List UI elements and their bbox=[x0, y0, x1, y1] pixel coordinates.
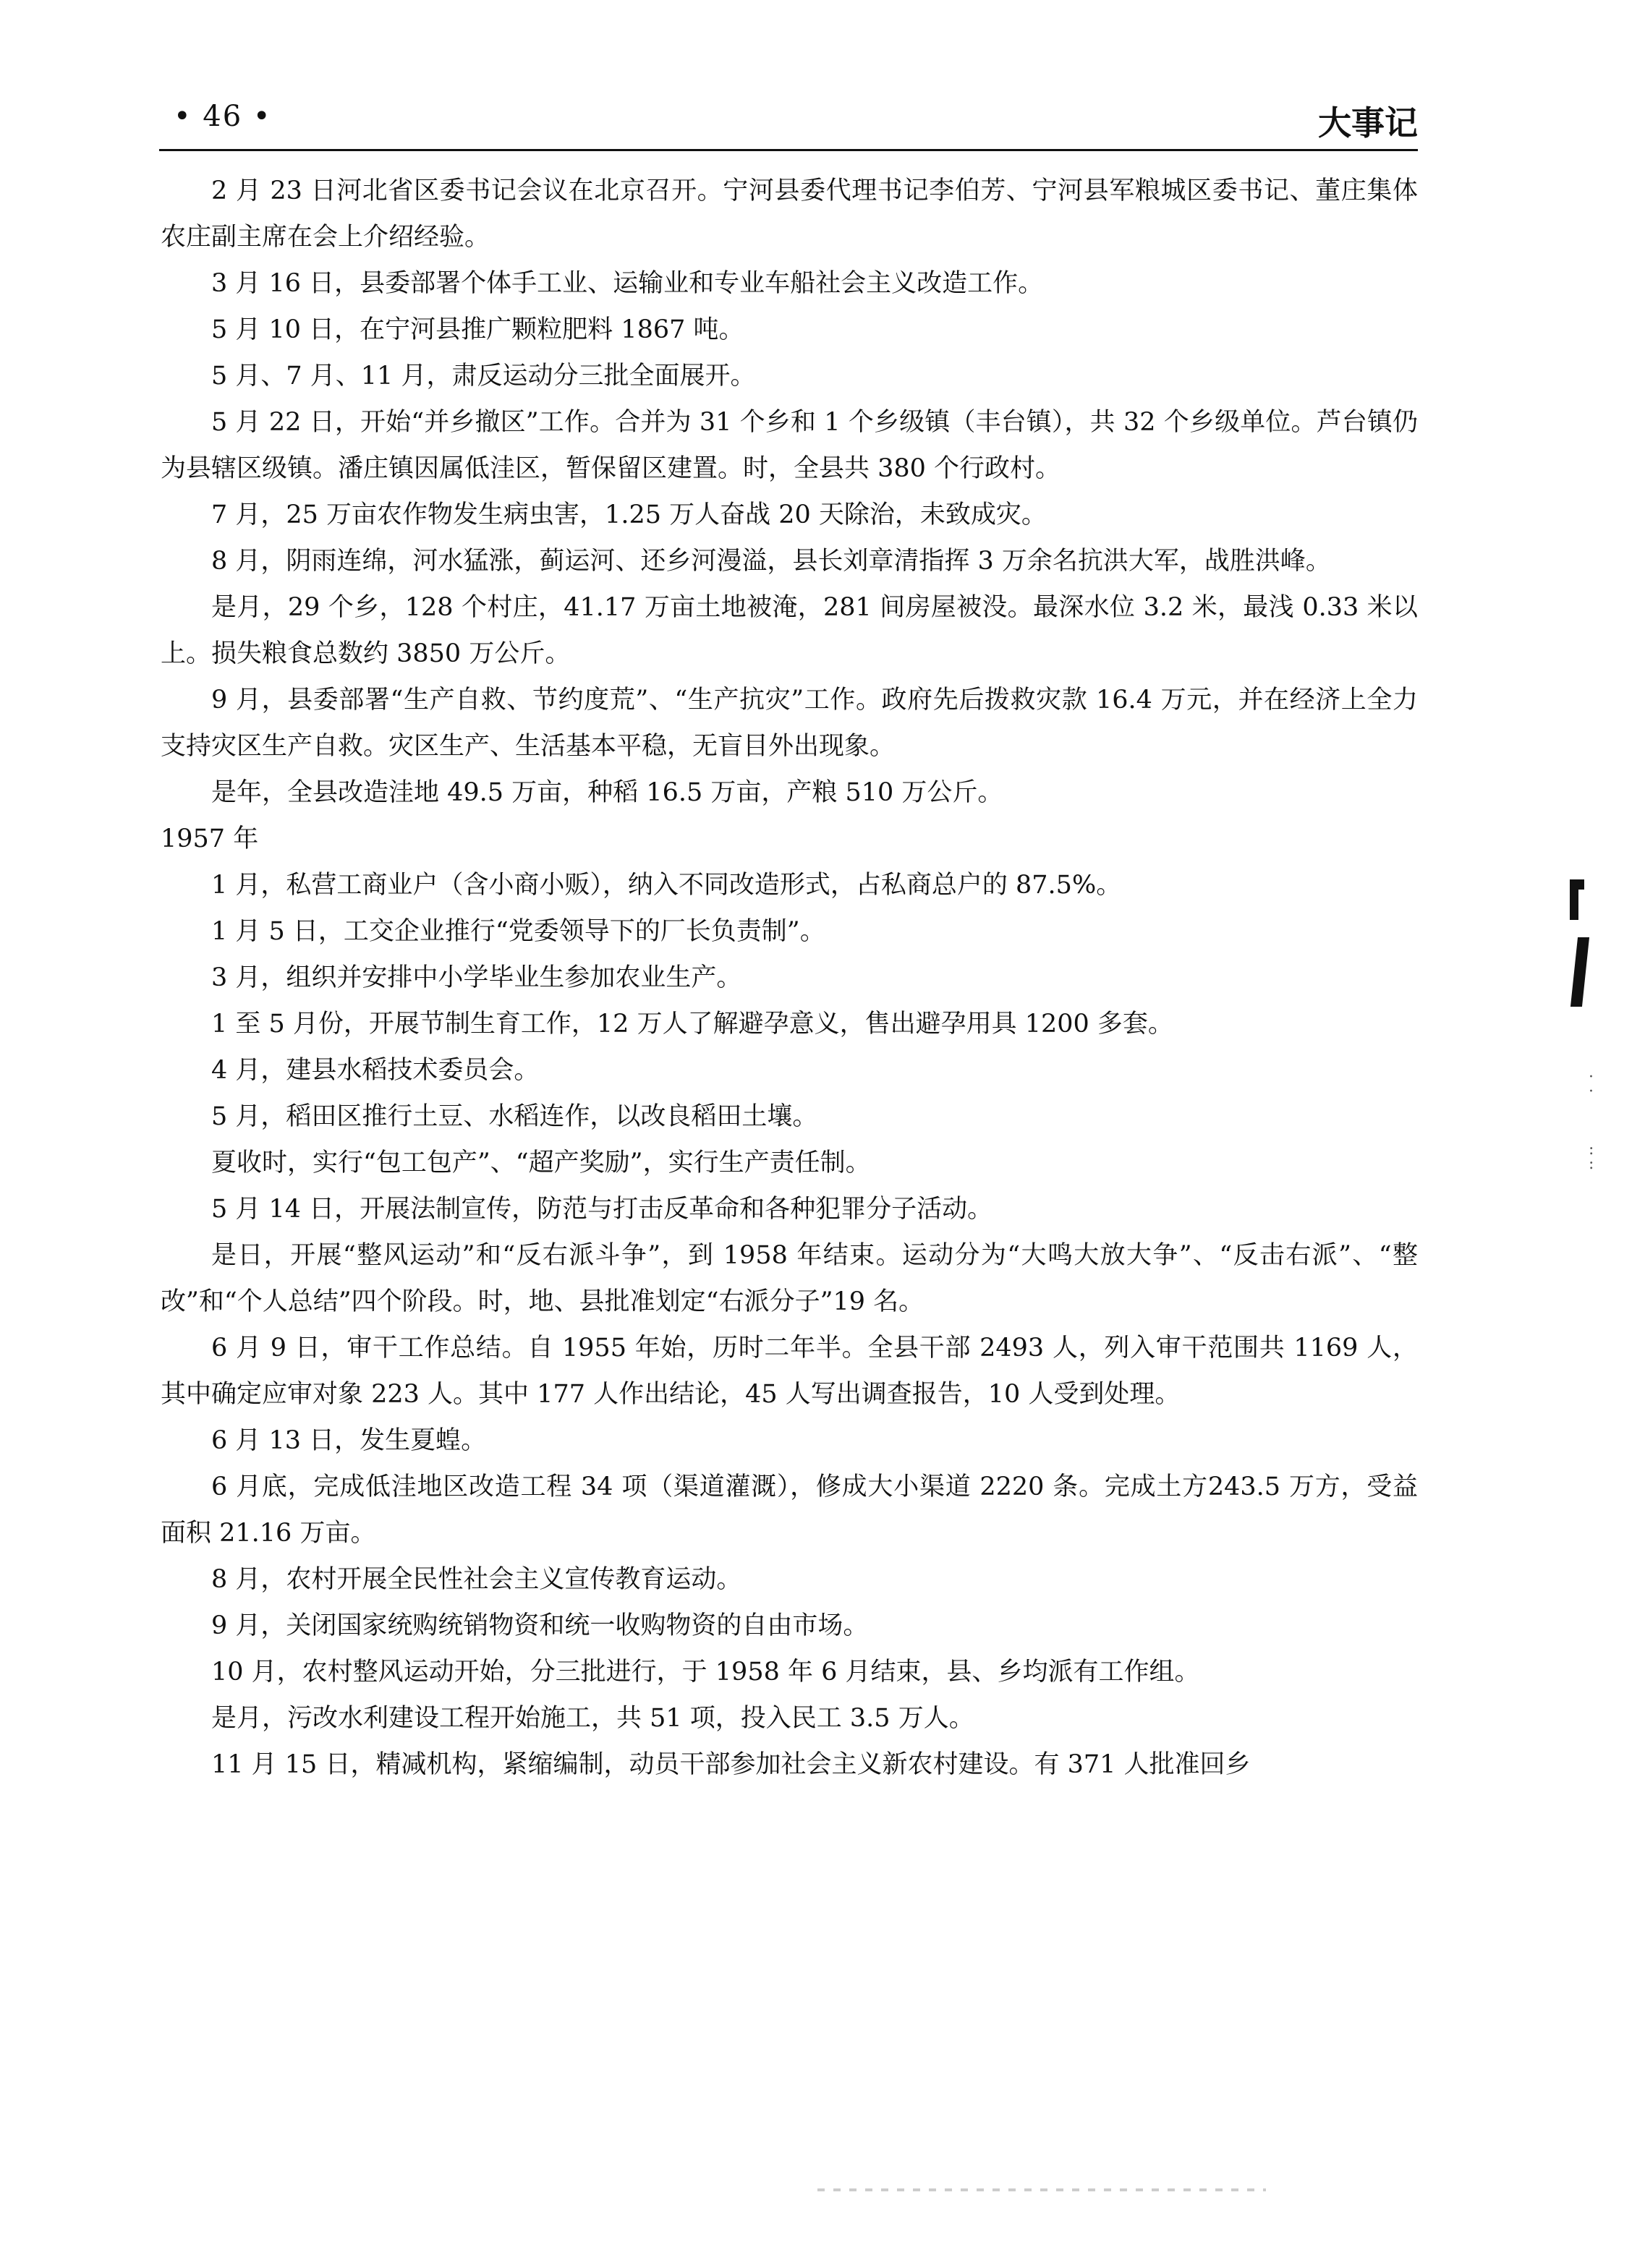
scan-mark bbox=[1570, 937, 1589, 1007]
chronicle-entry: 是年，全县改造洼地 49.5 万亩，种稻 16.5 万亩，产粮 510 万公斤。 bbox=[211, 778, 1003, 807]
scan-dots: : : bbox=[1589, 1141, 1594, 1173]
chronicle-entry: 9 月，县委部署“生产自救、节约度荒”、“生产抗灾”工作。政府先后拨救灾款 16.4 万元，并在经济上全力支持灾区生产自救。灾区生产、生活基本平稳，无盲目外出现象。 bbox=[161, 686, 1418, 761]
section-title: 大事记 bbox=[1318, 103, 1418, 142]
header-rule bbox=[159, 149, 1418, 151]
chronicle-entry: 5 月，稻田区推行土豆、水稻连作，以改良稻田土壤。 bbox=[211, 1102, 818, 1131]
chronicle-entry: 3 月 16 日，县委部署个体手工业、运输业和专业车船社会主义改造工作。 bbox=[211, 269, 1044, 298]
chronicle-entry: 3 月，组织并安排中小学毕业生参加农业生产。 bbox=[211, 963, 742, 992]
chronicle-entry: 1 月，私营工商业户（含小商小贩），纳入不同改造形式，占私商总户的 87.5%。 bbox=[211, 871, 1122, 900]
chronicle-entry: 是月，29 个乡，128 个村庄，41.17 万亩土地被淹，281 间房屋被没。最深水位 3.2 米，最浅 0.33 米以上。损失粮食总数约 3850 万公斤。 bbox=[161, 593, 1418, 668]
chronicle-entry: 6 月 9 日，审干工作总结。自 1955 年始，历时二年半。全县干部 2493 人，列入审干范围共 1169 人，其中确定应审对象 223 人。其中 177 人作出结论，45 人写出调查报告，10 人受到处理。 bbox=[161, 1334, 1418, 1409]
year-heading: 1957 年 bbox=[161, 824, 259, 853]
chronicle-entry: 5 月、7 月、11 月，肃反运动分三批全面展开。 bbox=[211, 362, 756, 391]
chronicle-entry: 4 月，建县水稻技术委员会。 bbox=[211, 1056, 540, 1085]
chronicle-entry: 5 月 14 日，开展法制宣传，防范与打击反革命和各种犯罪分子活动。 bbox=[211, 1195, 993, 1224]
chronicle-entry: 5 月 10 日，在宁河县推广颗粒肥料 1867 吨。 bbox=[211, 315, 744, 344]
chronicle-entry: 9 月，关闭国家统购统销物资和统一收购物资的自由市场。 bbox=[211, 1611, 869, 1640]
chronicle-entry: 6 月 13 日，发生夏蝗。 bbox=[211, 1426, 487, 1455]
scan-mark bbox=[1570, 879, 1578, 920]
chronicle-body bbox=[161, 168, 1418, 1788]
chronicle-entry: 8 月，阴雨连绵，河水猛涨，蓟运河、还乡河漫溢，县长刘章清指挥 3 万余名抗洪大军，战胜洪峰。 bbox=[211, 547, 1331, 576]
chronicle-entry: 5 月 22 日，开始“并乡撤区”工作。合并为 31 个乡和 1 个乡级镇（丰台镇），共 32 个乡级单位。芦台镇仍为县辖区级镇。潘庄镇因属低洼区，暂保留区建置。时，全县共 380 个行政村。 bbox=[161, 408, 1418, 483]
chronicle-entry: 8 月，农村开展全民性社会主义宣传教育运动。 bbox=[211, 1565, 742, 1594]
page-number: • 46 • bbox=[174, 100, 272, 133]
chronicle-entry: 10 月，农村整风运动开始，分三批进行，于 1958 年 6 月结束，县、乡均派有工作组。 bbox=[211, 1658, 1200, 1687]
page-header bbox=[159, 100, 1418, 150]
chronicle-entry: 2 月 23 日河北省区委书记会议在北京召开。宁河县委代理书记李伯芳、宁河县军粮城区委书记、董庄集体农庄副主席在会上介绍经验。 bbox=[161, 176, 1418, 252]
scan-dots: · · bbox=[1589, 1068, 1594, 1101]
chronicle-entry: 7 月，25 万亩农作物发生病虫害，1.25 万人奋战 20 天除治，未致成灾。 bbox=[211, 500, 1047, 529]
chronicle-entry: 11 月 15 日，精减机构，紧缩编制，动员干部参加社会主义新农村建设。有 371 人批准回乡 bbox=[211, 1750, 1251, 1779]
scan-mark bbox=[1578, 879, 1584, 890]
chronicle-entry: 是日，开展“整风运动”和“反右派斗争”，到 1958 年结束。运动分为“大鸣大放大争”、“反击右派”、“整改”和“个人总结”四个阶段。时，地、县批准划定“右派分子”19 名。 bbox=[161, 1241, 1418, 1316]
chronicle-entry: 1 月 5 日，工交企业推行“党委领导下的厂长负责制”。 bbox=[211, 917, 825, 946]
chronicle-entry: 夏收时，实行“包工包产”、“超产奖励”，实行生产责任制。 bbox=[211, 1148, 871, 1177]
chronicle-entry: 6 月底，完成低洼地区改造工程 34 项（渠道灌溉），修成大小渠道 2220 条。完成土方243.5 万方，受益面积 21.16 万亩。 bbox=[161, 1472, 1418, 1548]
scan-noise bbox=[817, 2188, 1266, 2191]
chronicle-entry: 1 至 5 月份，开展节制生育工作，12 万人了解避孕意义，售出避孕用具 1200 多套。 bbox=[211, 1010, 1173, 1039]
chronicle-entry: 是月，污改水利建设工程开始施工，共 51 项，投入民工 3.5 万人。 bbox=[211, 1704, 974, 1733]
